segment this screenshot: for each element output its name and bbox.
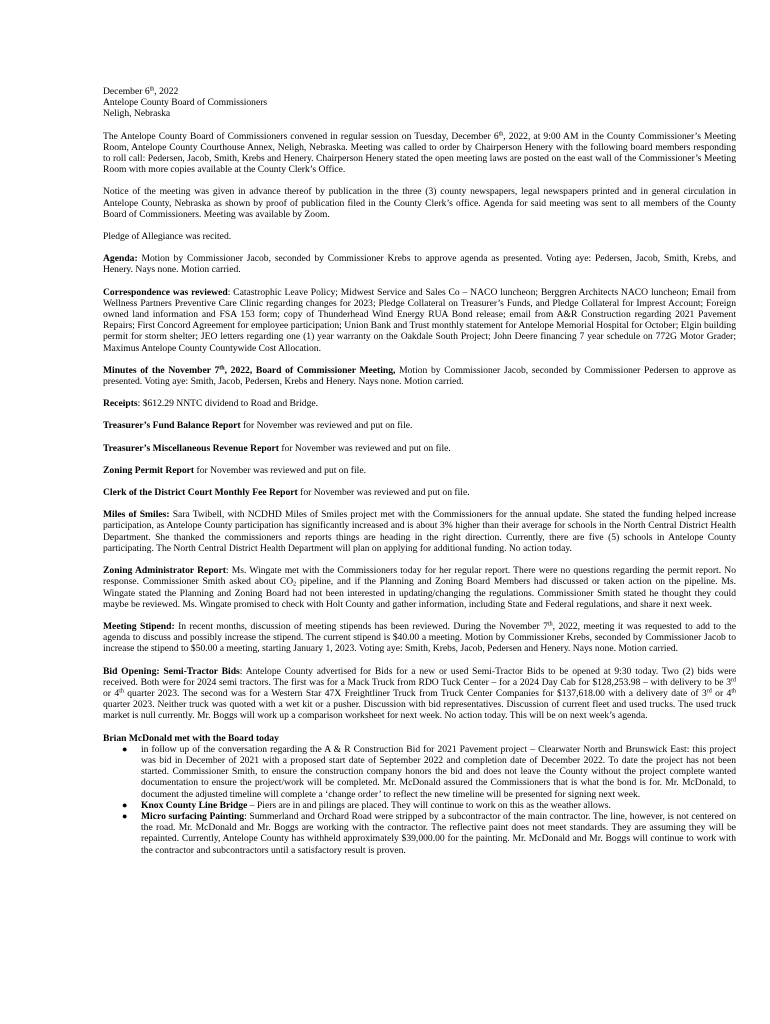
bid-opening-label: Bid Opening: Semi-Tractor Bids [103, 665, 240, 677]
list-item: ● in follow up of the conversation regarding the A & R Construction Bid for 2021 Pavement project – Clearwater North and Brunswick East: this project was bid in December of 2021 with a proposed start date of September 2022 and completion date of December 2022. To date the project has not been started. Commissioner Smith, to ensure the construction company honors the bid and does not leave the County without the project complete wanted documentation to ensure the project/work will be completed. Mr. McDonald assured the Commissioners that is what the bond is for. Mr. McDonald, to document the adjusted timeline will complete a ‘change order’ to reflect the new timeline will be presented for signing next week. [122, 743, 736, 800]
receipts-paragraph: Receipts: $612.29 NNTC dividend to Road and Bridge. [103, 398, 319, 410]
treasurer-fund-paragraph: Treasurer’s Fund Balance Report for November was reviewed and put on file. [103, 420, 413, 432]
treasurer-fund-label: Treasurer’s Fund Balance Report [103, 420, 241, 432]
bullet-icon: ● [122, 799, 128, 810]
pledge-paragraph: Pledge of Allegiance was recited. [103, 231, 232, 243]
zoning-admin-paragraph: Zoning Administrator Report: Ms. Wingate met with the Commissioners today for her regular report. There were no questions regarding the permit report. No response. Commissioner Smith asked about $CO_2$ pipeline, and if the Planning and Zoning Board Members had discussed or taken action on the pipeline. Ms. Wingate stated the Planning and Zoning Board had not been interested in updating/changing the regulations. Commissioner Smith stated he thought they could maybe be reviewed. Ms. Wingate promised to check with Holt County and gather information, including State and Federal regulations, and share it next week. [103, 565, 736, 610]
list-item: ● Knox County Line Bridge – Piers are in and pilings are placed. They will continue to work on this as the weather allows. [122, 799, 611, 811]
zoning-permit-label: Zoning Permit Report [103, 464, 195, 476]
correspondence-paragraph: Correspondence was reviewed: Catastrophic Leave Policy; Midwest Service and Sales Co – NACO luncheon; Berggren Architects NACO luncheon; Email from Wellness Partners Preventive Care Clinic regarding changes for 2023; Pledge Collateral on Treasurer’s Funds, and Pledge Collateral for Imprest Account; Foreign owned land information and FSA 153 form; copy of Thunderhead Wind Energy RUA Bond release; email from A&R Construction regarding 2021 Pavement Repairs; First Concord Agreement for employee participation; Union Bank and Trust monthly statement for Antelope Memorial Hospital for October; Elgin building permit for storm shelter; JEO letters regarding one (1) year warranty on the Oakdale South Project; John Deere financing 7 year schedule on 772G Motor Grader; Maximus Antelope County Countywide Cost Allocation. [103, 286, 736, 354]
meeting-stipend-label: Meeting Stipend: [103, 620, 175, 632]
treasurer-misc-label: Treasurer’s Miscellaneous Revenue Report [103, 442, 279, 454]
minutes-document [103, 86, 736, 856]
minutes-paragraph: Minutes of the November 7th, 2022, Board of Commissioner Meeting, Motion by Commissioner Jacob, seconded by Commissioner Pedersen to approve as presented. Voting aye: Smith, Jacob, Pedersen, Krebs and Henery. Nays none. Motion carried. [103, 364, 737, 388]
meeting-date: December 6th, 2022 [103, 86, 179, 97]
notice-paragraph: Notice of the meeting was given in advance thereof by publication in the three (3) county newspapers, legal newspapers printed and in general circulation in Antelope County, Nebraska as shown by proof of publication filed in the County Clerk’s office. Agenda for said meeting was sent to all members of the County Board of Commissioners. Meeting was available by Zoom. [103, 186, 736, 220]
minutes-label: Minutes of the November 7th, 2022, Board of Commissioner Meeting, [103, 364, 396, 376]
clerk-court-paragraph: Clerk of the District Court Monthly Fee Report for November was reviewed and put on file. [103, 487, 470, 499]
meeting-stipend-paragraph: Meeting Stipend: In recent months, discussion of meeting stipends has been reviewed. During the November 7th, 2022, meeting it was requested to add to the agenda to discuss and possibly increase the stipend. The current stipend is $40.00 a meeting. Motion by Commissioner Krebs, seconded by Commissioner Jacob to increase the stipend to $50.00 a meeting, starting January 1, 2023. Voting aye: Smith, Krebs, Jacob, Pedersen and Henery. Nays none. Motion carried. [103, 620, 737, 655]
bid-opening-paragraph: Bid Opening: Semi-Tractor Bids: Antelope County advertised for Bids for a new or used Semi-Tractor Bids to be opened at 9:30 today. Two (2) bids were received. Both were for 2024 semi tractors. The first was for a Mack Truck from RDO Tuck Center – for a 2024 Day Cab for $128,253.98 – with delivery to be 3rd or 4th quarter 2023. The second was for a Western Star 47X Freightliner Truck from Truck Center Companies for $137,618.00 with a delivery date of 3rd or 4th quarter 2023. Neither truck was quoted with a wet kit or a pusher. Discussion with bid representatives. Discussion of current fleet and used trucks. The used truck market is null currently. Mr. Boggs will work up a comparison worksheet for next week. No action today. This will be on next week’s agenda. [103, 665, 737, 722]
agenda-label: Agenda: [103, 253, 138, 265]
mcdonald-section-title: Brian McDonald met with the Board today [103, 732, 279, 744]
bullet-icon: ● [122, 743, 128, 754]
board-name: Antelope County Board of Commissioners [103, 97, 268, 109]
treasurer-misc-paragraph: Treasurer’s Miscellaneous Revenue Report for November was reviewed and put on file. [103, 442, 451, 454]
zoning-admin-label: Zoning Administrator Report [103, 565, 226, 577]
clerk-court-label: Clerk of the District Court Monthly Fee Report [103, 487, 298, 499]
correspondence-label: Correspondence was reviewed [103, 286, 228, 298]
bullet-icon: ● [122, 810, 128, 821]
miles-of-smiles-label: Miles of Smiles: [103, 509, 170, 521]
miles-of-smiles-paragraph: Miles of Smiles: Sara Twibell, with NCDHD Miles of Smiles project met with the Commissioners for the annual update. She stated the funding helped increase participation, as Antelope County participation has significantly increased and is about 3% higher than their average for schools in the North Central District Health Department. She thanked the commissioners and reports things are heading in the right direction. Currently, there are five (5) schools in Antelope County participating. The North Central District Health Department will plan on applying for additional funding. No action today. [103, 509, 736, 554]
list-item: ● Micro surfacing Painting: Summerland and Orchard Road were stripped by a subcontractor of the main contractor. The line, however, is not centered on the road. Mr. McDonald and Mr. Boggs are working with the contractor. The reflective paint does not meet standards. They are assuming they will be repainted. Currently, Antelope County has withheld approximately $39,000.00 for the painting. Mr. McDonald and Mr. Boggs will continue to work with the contractor and subcontractors until a satisfactory result is proven. [122, 810, 737, 856]
zoning-permit-paragraph: Zoning Permit Report for November was reviewed and put on file. [103, 464, 366, 476]
receipts-label: Receipts [103, 398, 138, 410]
agenda-paragraph: Agenda: Motion by Commissioner Jacob, seconded by Commissioner Krebs to approve agenda as presented. Voting aye: Pedersen, Jacob, Smith, Krebs, and Henery. Nays none. Motion carried. [103, 253, 736, 276]
opening-paragraph: The Antelope County Board of Commissioners convened in regular session on Tuesday, December 6th, 2022, at 9:00 AM in the County Commissioner’s Meeting Room, Antelope County Courthouse Annex, Neligh, Nebraska. Meeting was called to order by Chairperson Henery with the following board members responding to roll call: Pedersen, Jacob, Smith, Krebs and Henery. Chairperson Henery stated the open meeting laws are posted on the east wall of the Commissioner’s Meeting Room with more copies available at the County Clerk’s Office. [103, 130, 737, 176]
document-header [103, 86, 736, 120]
location: Neligh, Nebraska [103, 108, 171, 120]
mcdonald-bullet-list [103, 744, 736, 856]
